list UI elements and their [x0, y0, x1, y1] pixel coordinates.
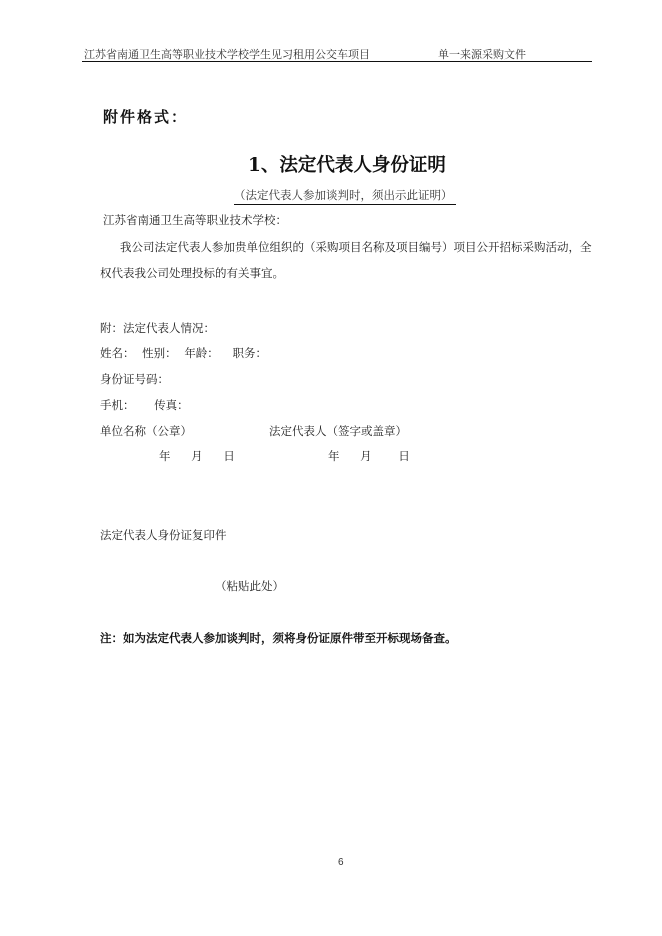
paragraph-line-2: 权代表我公司处理投标的有关事宜。: [100, 266, 284, 280]
document-subtitle: （法定代表人参加谈判时，须出示此证明）: [234, 187, 456, 205]
date-month: 月: [360, 449, 372, 463]
id-copy-label: 法定代表人身份证复印件: [100, 528, 227, 542]
date-month: 月: [191, 449, 203, 463]
field-position-label: 职务：: [232, 346, 267, 360]
personal-info-row: [100, 345, 267, 361]
rep-signature-label: 法定代表人（签字或盖章）: [269, 424, 407, 438]
contact-row: [100, 397, 189, 413]
field-mobile-label: 手机：: [100, 398, 135, 412]
date-right: [328, 448, 410, 464]
field-age-label: 年龄：: [184, 346, 219, 360]
unit-seal-label: 单位名称（公章）: [100, 424, 192, 438]
attachment-heading: 附：法定代表人情况：: [100, 321, 215, 335]
note: 注：如为法定代表人参加谈判时，须将身份证原件带至开标现场备查。: [100, 631, 457, 645]
page-number: 6: [338, 857, 344, 868]
field-id-number-label: 身份证号码：: [100, 372, 169, 386]
date-day: 日: [398, 449, 410, 463]
field-gender-label: 性别：: [142, 346, 177, 360]
field-fax-label: 传真：: [154, 398, 189, 412]
date-day: 日: [223, 449, 235, 463]
field-name-label: 姓名：: [100, 346, 135, 360]
running-header-doc-type: 单一来源采购文件: [438, 48, 526, 61]
header-divider: [82, 61, 592, 62]
date-year: 年: [159, 449, 171, 463]
addressee: 江苏省南通卫生高等职业技术学校：: [103, 213, 287, 227]
document-title: 1、法定代表人身份证明: [248, 155, 446, 176]
paste-area-placeholder: （粘贴此处）: [215, 579, 284, 593]
date-year: 年: [328, 449, 340, 463]
section-label: 附件格式：: [103, 108, 189, 126]
paragraph-line-1: 我公司法定代表人参加贵单位组织的（采购项目名称及项目编号）项目公开招标采购活动，全: [120, 240, 592, 254]
date-left: [159, 448, 235, 464]
running-header-project: 江苏省南通卫生高等职业技术学校学生见习租用公交车项目: [84, 48, 370, 61]
